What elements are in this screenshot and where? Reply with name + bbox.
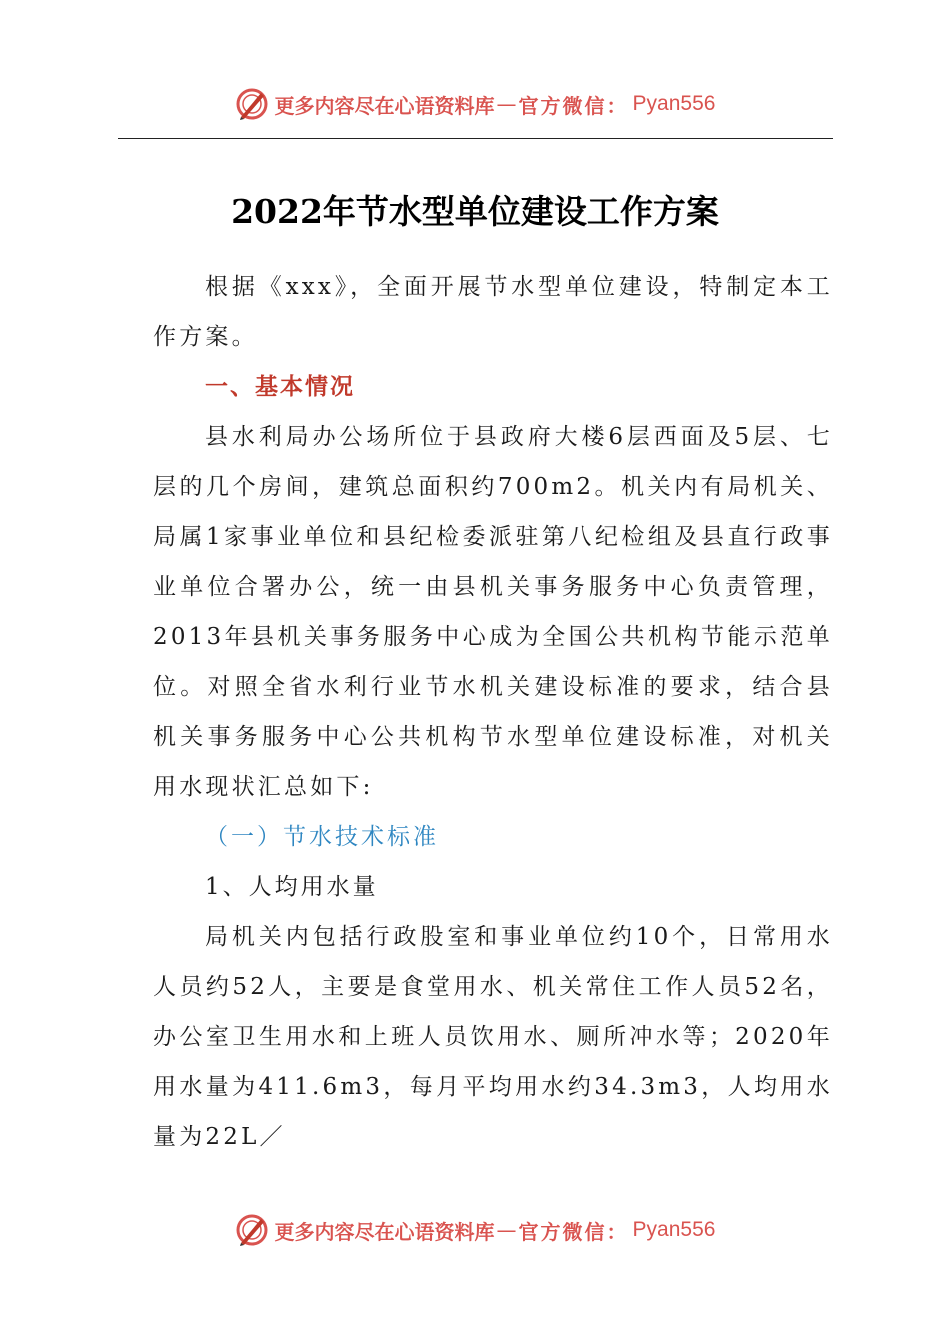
section-paragraph-basic-situation: 县水利局办公场所位于县政府大楼6层西面及5层、七层的几个房间，建筑总面积约700m2。机关内有局机关、局属1家事业单位和县纪检委派驻第八纪检组及县直行政事业单位合署办公，统一由县机关事务服务中心负责管理，2013年县机关事务服务中心成为全国公共机构节能示范单位。对照全省水利行业节水机关建设标准的要求，结合县机关事务服务中心公共机构节水型单位建设标准，对机关用水现状汇总如下: [153,424,833,800]
intro-paragraph: 根据《xxx》，全面开展节水型单位建设，特制定本工作方案。 [153,274,833,350]
item-heading-per-capita-water: 1、人均用水量 [205,874,379,900]
pen-logo-icon [235,1213,269,1247]
pen-logo-icon [235,87,269,121]
footer-wechat-id: Pyan556 [632,1218,716,1241]
banner-wechat-label: 官方微信： [518,93,629,118]
footer-brand-text: 更多内容尽在心语资料库 [274,1219,495,1244]
document-title: 2022年节水型单位建设工作方案 [231,192,719,231]
banner-dash: — [496,92,517,116]
footer-dash: — [496,1218,517,1242]
subsection-heading-water-saving-standards: （一）节水技术标准 [205,824,439,850]
item-paragraph-per-capita-water: 局机关内包括行政股室和事业单位约10个，日常用水人员约52人，主要是食堂用水、机关常住工作人员52名，办公室卫生用水和上班人员饮用水、厕所冲水等；2020年用水量为411.6m3，每月平均用水约34.3m3，人均用水量为22L／ [153,924,833,1150]
footer-banner [0,1210,950,1250]
section-heading-basic-situation: 一、基本情况 [205,374,355,400]
banner-brand-text: 更多内容尽在心语资料库 [274,93,495,118]
header-banner [0,84,950,124]
footer-wechat-label: 官方微信： [518,1219,629,1244]
header-divider [118,138,833,139]
document-body [153,262,833,1162]
banner-wechat-id: Pyan556 [632,92,716,115]
